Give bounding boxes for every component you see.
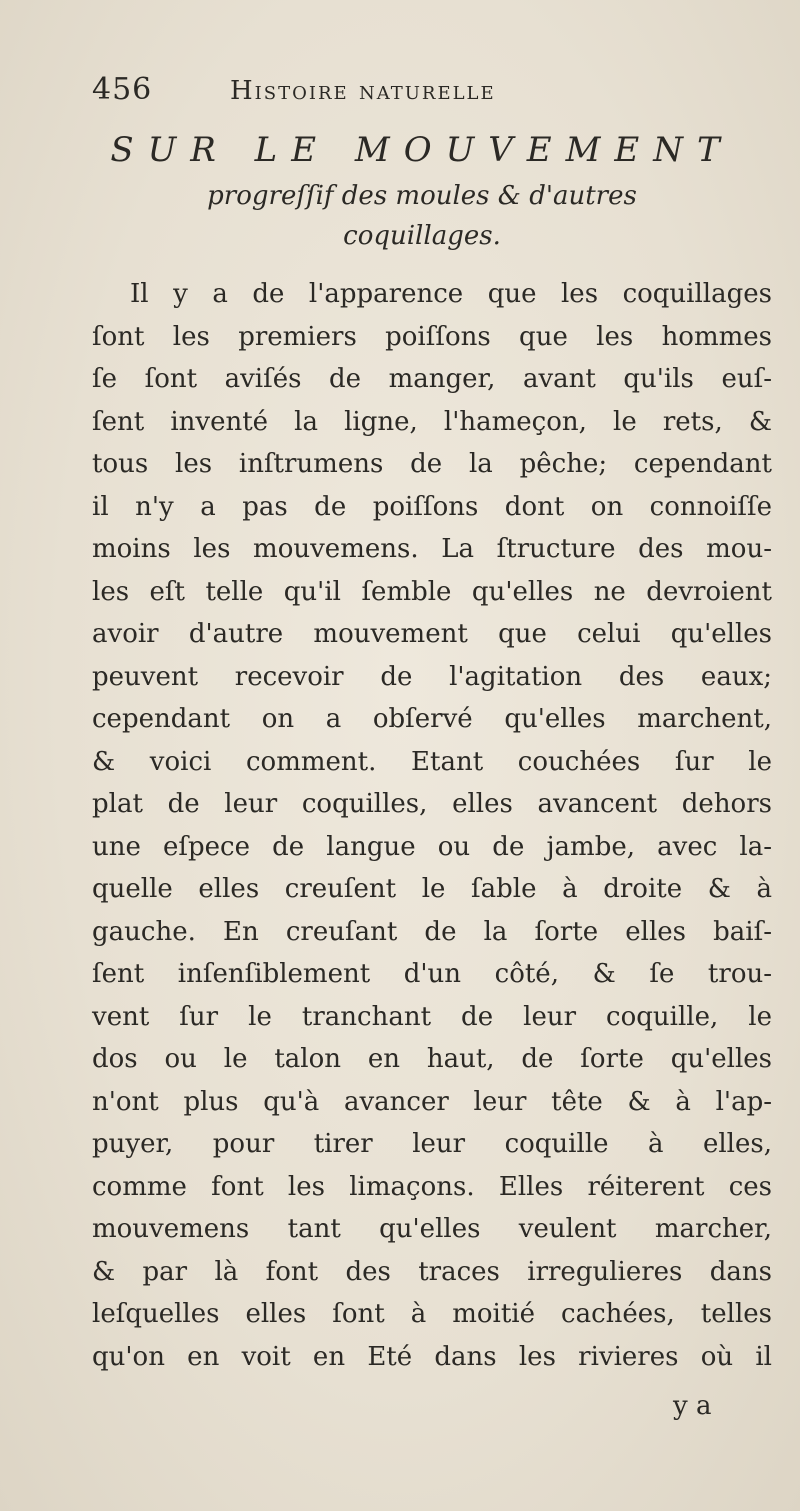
text-line: tous les inſtrumens de la pêche; cependant xyxy=(92,449,772,479)
text-line: les eſt telle qu'il ſemble qu'elles ne devroient xyxy=(92,576,772,607)
text-line: moins les mouvemens. La ſtructure des mou- xyxy=(92,534,772,564)
text-line: comme font les limaçons. Elles réiterent ces xyxy=(92,1171,772,1202)
section-subtitle-line-1: progreſſif des moules & d'autres xyxy=(207,181,637,211)
text-line: plat de leur coquilles, elles avancent dehors xyxy=(92,789,772,819)
page-number: 456 xyxy=(92,72,153,107)
body-paragraph xyxy=(92,273,772,1378)
running-title: Histoire naturelle xyxy=(230,76,496,106)
text-line: vent ſur le tranchant de leur coquille, le xyxy=(92,1001,772,1032)
text-line: dos ou le talon en haut, de ſorte qu'elles xyxy=(92,1044,772,1074)
text-line: & voici comment. Etant couchées ſur le xyxy=(92,746,772,777)
text-line: cependant on a obſervé qu'elles marchent, xyxy=(92,704,772,734)
text-line: n'ont plus qu'à avancer leur tête & à l'ap- xyxy=(92,1086,772,1117)
text-line: une eſpece de langue ou de jambe, avec la- xyxy=(92,831,772,862)
text-line: ſe ſont aviſés de manger, avant qu'ils euſ- xyxy=(92,364,772,394)
text-line: mouvemens tant qu'elles veulent marcher, xyxy=(92,1214,772,1244)
text-line: quelle elles creuſent le ſable à droite & à xyxy=(92,874,772,904)
text-line: ſont les premiers poiſſons que les hommes xyxy=(92,321,772,352)
text-line: ſent inſenſiblement d'un côté, & ſe trou- xyxy=(92,959,772,989)
section-title xyxy=(92,128,752,256)
running-head xyxy=(92,72,692,112)
section-title-main: SUR LE MOUVEMENT xyxy=(110,130,734,170)
text-line: peuvent recevoir de l'agitation des eaux; xyxy=(92,661,772,692)
text-line: ſent inventé la ligne, l'hameçon, le rets, & xyxy=(92,406,772,437)
text-line: il n'y a pas de poiſſons dont on connoiſſe xyxy=(92,491,772,522)
section-subtitle-line-2: coquillages. xyxy=(343,221,501,251)
catchword: y a xyxy=(673,1391,712,1421)
text-line: puyer, pour tirer leur coquille à elles, xyxy=(92,1129,772,1159)
text-line: gauche. En creuſant de la ſorte elles baiſ- xyxy=(92,916,772,947)
text-line: Il y a de l'apparence que les coquillages xyxy=(130,279,772,309)
text-line: avoir d'autre mouvement que celui qu'elles xyxy=(92,619,772,649)
text-line: leſquelles elles ſont à moitié cachées, telles xyxy=(92,1299,772,1329)
text-line: qu'on en voit en Eté dans les rivieres où il xyxy=(92,1341,772,1372)
text-line: & par là font des traces irregulieres dans xyxy=(92,1256,772,1287)
